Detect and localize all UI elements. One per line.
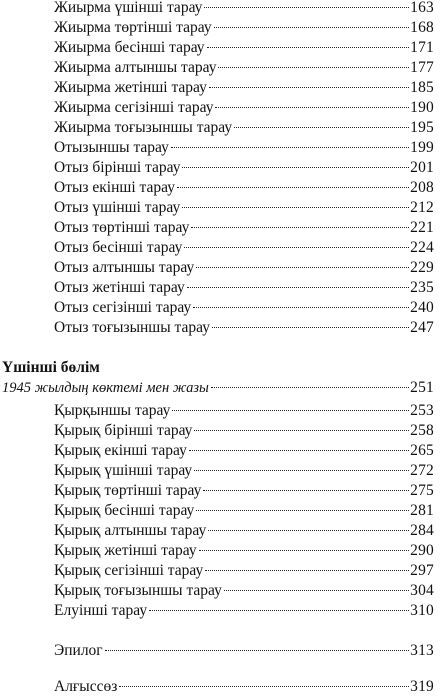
toc-entry-label: Отыз тоғызыншы тарау [54, 319, 210, 336]
toc-entry-epilogue [54, 641, 434, 661]
toc-entry [54, 238, 434, 258]
toc-entry-page: 290 [410, 542, 434, 559]
toc-entry-label: Қырық тоғызыншы тарау [54, 582, 222, 599]
toc-entry-label: Қырық сегізінші тарау [54, 562, 204, 579]
toc-entry-label: Отыз алтыншы тарау [54, 259, 195, 276]
toc-entry-page: 190 [410, 99, 434, 116]
toc-entry-label: Отыз үшінші тарау [54, 199, 181, 216]
toc-entry-label: Қырық бірінші тарау [54, 422, 193, 439]
toc-entry-label: Қырқыншы тарау [54, 402, 171, 419]
toc-entry-afterword [54, 677, 434, 697]
toc-entry-page: 163 [410, 0, 434, 16]
toc-entry [54, 461, 434, 481]
toc-entry-page: 253 [410, 402, 434, 419]
toc-entry-page: 185 [410, 79, 434, 96]
dot-leader [224, 590, 409, 591]
toc-entry-page: 275 [410, 482, 434, 499]
toc-entry-label: Жиырма тоғызыншы тарау [54, 119, 233, 136]
dot-leader [172, 410, 409, 411]
toc-entry-label: Жиырма алтыншы тарау [54, 59, 217, 76]
toc-entry-label: Жиырма төртінші тарау [54, 19, 212, 36]
toc-entry-label: Отыз сегізінші тарау [54, 299, 192, 316]
toc-entry [54, 58, 434, 78]
toc-entry-page: 212 [410, 199, 434, 216]
dot-leader [182, 207, 409, 208]
toc-entry [54, 298, 434, 318]
dot-leader [194, 430, 409, 431]
toc-entry-page: 310 [410, 602, 434, 619]
dot-leader [203, 490, 409, 491]
toc-entry [54, 158, 434, 178]
dot-leader [214, 27, 410, 28]
part-title: Үшінші бөлім [2, 359, 100, 376]
toc-entry [54, 561, 434, 581]
dot-leader [171, 147, 409, 148]
toc-entry-label: Елуінші тарау [54, 602, 148, 619]
dot-leader [189, 450, 409, 451]
toc-entry [54, 581, 434, 601]
dot-leader [209, 87, 409, 88]
toc-entry [54, 118, 434, 138]
toc-entry-page: 313 [410, 642, 434, 659]
dot-leader [105, 650, 409, 651]
part-subtitle-label: 1945 жылдың көктемі мен жазы [2, 380, 209, 396]
dot-leader [199, 550, 410, 551]
toc-entry [54, 521, 434, 541]
toc-entry-page: 297 [410, 562, 434, 579]
toc-entry [54, 421, 434, 441]
toc-entry-label: Отызыншы тарау [54, 139, 169, 156]
dot-leader [184, 247, 409, 248]
toc-entry-page: 168 [410, 19, 434, 36]
toc-entry-label: Отыз бесінші тарау [54, 239, 183, 256]
dot-leader [149, 610, 409, 611]
toc-entry [54, 178, 434, 198]
toc-entry-page: 195 [410, 119, 434, 136]
toc-entry [54, 198, 434, 218]
dot-leader [211, 387, 409, 388]
toc-entry-page: 265 [410, 442, 434, 459]
toc-entry-page: 240 [410, 299, 434, 316]
toc-entry-page: 247 [410, 319, 434, 336]
toc-entry [54, 218, 434, 238]
toc-entry-page: 235 [410, 279, 434, 296]
dot-leader [119, 686, 409, 687]
part-subtitle-page: 251 [410, 379, 434, 396]
toc-entry [54, 318, 434, 338]
toc-entry-label: Жиырма сегізінші тарау [54, 99, 214, 116]
dot-leader [193, 307, 409, 308]
toc-entry [54, 258, 434, 278]
toc-entry-label: Жиырма бесінші тарау [54, 39, 205, 56]
dot-leader [205, 570, 409, 571]
toc-entry-label: Жиырма жетінші тарау [54, 79, 207, 96]
toc-entry-label: Қырық төртінші тарау [54, 482, 202, 499]
toc-entry-label: Отыз бірінші тарау [54, 159, 181, 176]
toc-entry-page: 177 [410, 59, 434, 76]
dot-leader [182, 167, 409, 168]
toc-entry-page: 281 [410, 502, 434, 519]
toc-entry-label: Қырық алтыншы тарау [54, 522, 207, 539]
toc-entry-page: 284 [410, 522, 434, 539]
toc-entry-label: Отыз екінші тарау [54, 179, 175, 196]
dot-leader [234, 127, 409, 128]
toc-entry-page: 229 [410, 259, 434, 276]
toc-entry [54, 278, 434, 298]
toc-entry-page: 199 [410, 139, 434, 156]
toc-entry-label: Жиырма үшінші тарау [54, 0, 203, 16]
toc-entry [54, 401, 434, 421]
toc-entry-label: Отыз төртінші тарау [54, 219, 190, 236]
toc-entry-label: Отыз жетінші тарау [54, 279, 185, 296]
toc-entry-label: Алғыссөз [54, 678, 118, 695]
toc-entry-label: Қырық үшінші тарау [54, 462, 193, 479]
dot-leader [191, 227, 409, 228]
toc-entry [54, 481, 434, 501]
toc-entry [54, 601, 434, 621]
toc-entry-page: 258 [410, 422, 434, 439]
toc-entry [54, 138, 434, 158]
dot-leader [218, 67, 409, 68]
dot-leader [208, 530, 409, 531]
toc-entry [54, 78, 434, 98]
toc-entry-page: 201 [410, 159, 434, 176]
dot-leader [196, 267, 409, 268]
toc-entry-page: 171 [410, 39, 434, 56]
toc-entry-page: 221 [410, 219, 434, 236]
dot-leader [207, 47, 410, 48]
dot-leader [194, 470, 409, 471]
dot-leader [177, 187, 409, 188]
part-subtitle-entry [2, 378, 434, 398]
toc-entry-page: 208 [410, 179, 434, 196]
toc-entry [54, 541, 434, 561]
toc-entry-label: Эпилог [54, 642, 103, 659]
toc-entry-page: 304 [410, 582, 434, 599]
toc-entry-label: Қырық бесінші тарау [54, 502, 195, 519]
dot-leader [196, 510, 409, 511]
dot-leader [215, 107, 409, 108]
toc-entry [54, 441, 434, 461]
toc-entry [54, 501, 434, 521]
toc-entry [54, 98, 434, 118]
toc-entry-page: 272 [410, 462, 434, 479]
toc-entry [54, 0, 434, 18]
toc-entry [54, 38, 434, 58]
toc-entry [54, 18, 434, 38]
toc-entry-page: 319 [410, 678, 434, 695]
dot-leader [212, 327, 409, 328]
dot-leader [187, 287, 409, 288]
toc-entry-label: Қырық екінші тарау [54, 442, 187, 459]
dot-leader [204, 7, 409, 8]
toc-entry-label: Қырық жетінші тарау [54, 542, 197, 559]
toc-entry-page: 224 [410, 239, 434, 256]
